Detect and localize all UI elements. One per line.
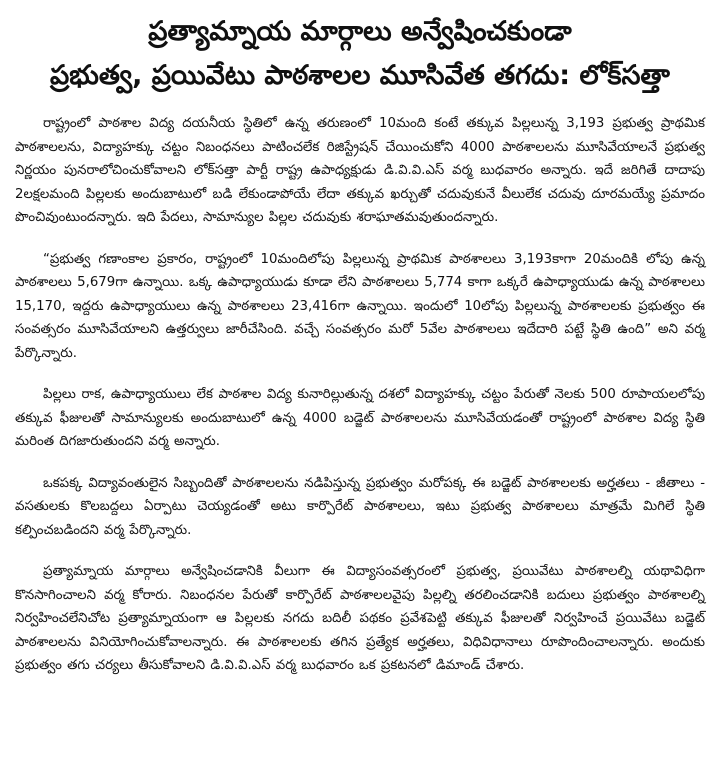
article-body bbox=[15, 112, 705, 678]
paragraph-4: ఒకపక్క విద్యావంతులైన సిబ్బందితో పాఠశాలలను నడిపిస్తున్న ప్రభుత్వం మరోపక్క ఈ బడ్జెట్ పాఠశాలలకు అర్హతలు - జీతాలు - వసతులకు కొలబద్దలు ఏర్పాటు చెయ్యడంతో అటు కార్పొరేట్ పాఠశాలలు, ఇటు ప్రభుత్వ పాఠశాలలు మాత్రమే మిగిలే స్థితి కల్పించబడిందని వర్మ పేర్కొన్నారు. bbox=[15, 475, 705, 538]
paragraph-5: ప్రత్యామ్నాయ మార్గాలు అన్వేషించడానికి వీలుగా ఈ విద్యాసంవత్సరంలో ప్రభుత్వ, ప్రయివేటు పాఠశాలల్ని యథావిధిగా కొనసాగించాలని వర్మ కోరారు. నిబంధనల పేరుతో కార్పొరేట్ పాఠశాలలవైపు పిల్లల్ని తరలించడానికి బదులు ప్రభుత్వం పాఠశాలల్ని నిర్వహించలేనిచోట ప్రత్యామ్నాయంగా ఆ పిల్లలకు నగదు బదిలీ పథకం ప్రవేశపెట్టి తక్కువ ఫీజులతో నిర్వహించే ప్రయివేటు బడ్జెట్ పాఠశాలలను వినియోగించుకోవాలన్నారు. ఈ పాఠశాలలకు తగిన ప్రత్యేక అర్హతలు, విధివిధానాలు రూపొందించాలన్నారు. అందుకు ప్రభుత్వం తగు చర్యలు తీసుకోవాలని డి.వి.వి.ఎస్ వర్మ బుధవారం ఒక ప్రకటనలో డిమాండ్ చేశారు. bbox=[15, 564, 705, 673]
headline-line-2: ప్రభుత్వ, ప్రయివేటు పాఠశాలల మూసివేత తగదు: లోక్‌సత్తా bbox=[50, 60, 670, 91]
headline bbox=[15, 10, 705, 98]
headline-line-1: ప్రత్యామ్నాయ మార్గాలు అన్వేషించకుండా bbox=[148, 16, 572, 47]
paragraph-3: పిల్లలు రాక, ఉపాధ్యాయులు లేక పాఠశాల విద్య కునారిల్లుతున్న దశలో విద్యాహక్కు చట్టం పేరుతో నెలకు 500 రూపాయలలోపు తక్కువ ఫీజులతో సామాన్యులకు అందుబాటులో ఉన్న 4000 బడ్జెట్ పాఠశాలలను మూసివేయడంతో రాష్ట్రంలో పాఠశాల విద్య స్థితి మరింత దిగజారుతుందని వర్మ అన్నారు. bbox=[15, 387, 705, 449]
paragraph-1: రాష్ట్రంలో పాఠశాల విద్య దయనీయ స్థితిలో ఉన్న తరుణంలో 10మంది కంటే తక్కువ పిల్లలున్న 3,193 ప్రభుత్వ ప్రాథమిక పాఠశాలలను, విద్యాహక్కు చట్టం నిబంధనలు పాటించలేక రిజిస్ట్రేషన్ చేయించుకోని 4000 పాఠశాలలను మూసివేయాలనే ప్రభుత్వ నిర్ణయం పునరాలోచించుకోవాలని లోక్‌సత్తా పార్టీ రాష్ట్ర ఉపాధ్యక్షుడు డి.వి.వి.ఎస్ వర్మ బుధవారం అన్నారు. ఇదే జరిగితే దాదాపు 2లక్షలమంది పిల్లలకు అందుబాటులో బడి లేకుండాపోయే లేదా తక్కువ ఖర్చుతో చదువుకునే వీలులేక చదువు దూరమయ్యే ప్రమాదం పొంచివుంటుందన్నారు. ఇది పేదలు, సామాన్యుల పిల్లల చదువుకు శరాఘాతమవుతుందన్నారు. bbox=[15, 116, 705, 225]
paragraph-2: “ప్రభుత్వ గణాంకాల ప్రకారం, రాష్ట్రంలో 10మందిలోపు పిల్లలున్న ప్రాథమిక పాఠశాలలు 3,193కాగా 20మందికి లోపు ఉన్న పాఠశాలలు 5,679గా ఉన్నాయి. ఒక్క ఉపాధ్యాయుడు కూడా లేని పాఠశాలలు 5,774 కాగా ఒక్కరే ఉపాధ్యాయుడు ఉన్న పాఠశాలలు 15,170, ఇద్దరు ఉపాధ్యాయులు ఉన్న పాఠశాలలు 23,416గా ఉన్నాయి. ఇందులో 10లోపు పిల్లలున్న పాఠశాలలకు ప్రభుత్వం ఈ సంవత్సరం మూసివేయాలని ఉత్తర్వులు జారీచేసింది. వచ్చే సంవత్సరం మరో 5వేల పాఠశాలలు ఇదేదారి పట్టే స్థితి ఉంది” అని వర్మ పేర్కొన్నారు. bbox=[15, 251, 705, 361]
